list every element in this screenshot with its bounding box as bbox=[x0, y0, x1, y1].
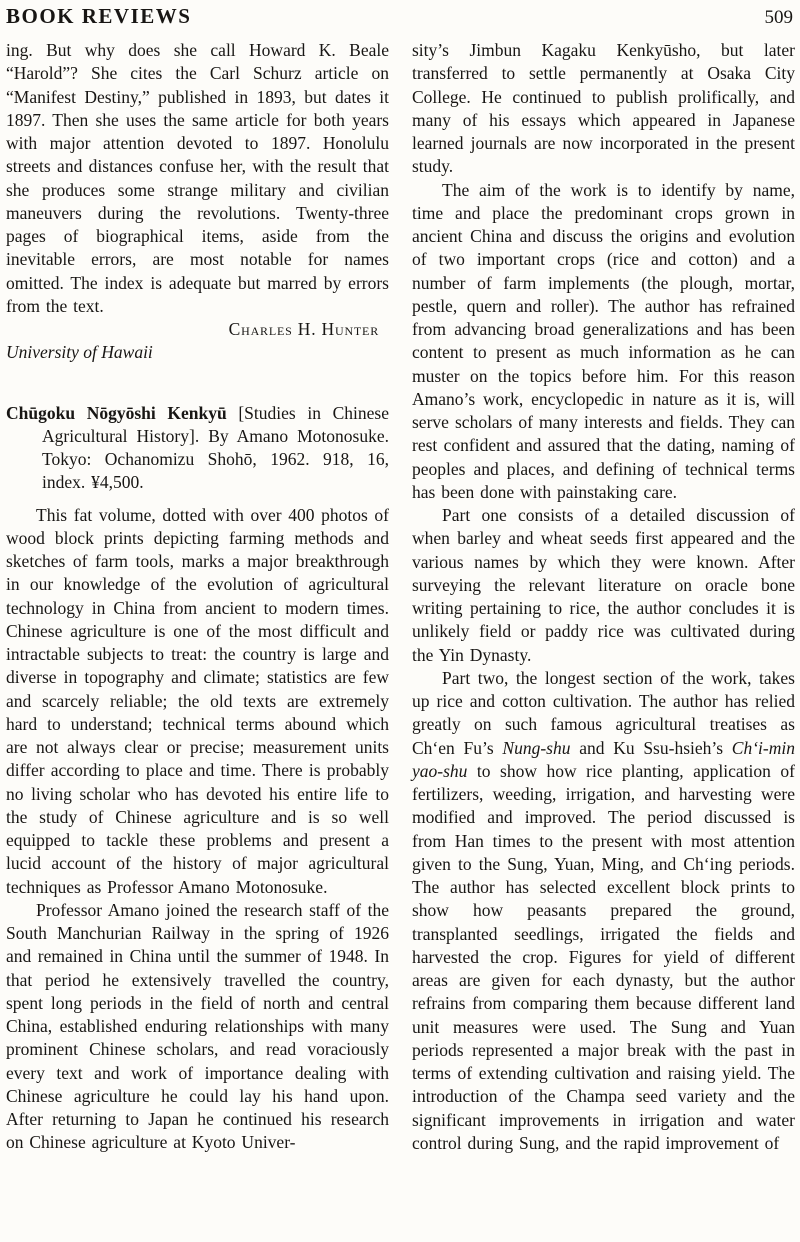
review2-paragraph-1: This fat volume, dotted with over 400 photos of wood block prints depicting farming methods and sketches of farm tools, marks a major breakthrough in our knowledge of the evolution of agricultural technology in China from ancient to modern times. Chinese agriculture is one of the most difficult and intractable subjects to treat: the country is large and diverse in topography and climate; statistics are few and scarcely reliable; the old texts are extremely hard to understand; technical terms abound which are not always clear or precise; measurement units differ according to place and time. There is probably no living scholar who has devoted his entire life to the study of Chinese agriculture and is so well equipped to tackle these problems and present a lucid account of the history of major agricultural techniques as Professor Amano Motonosuke. bbox=[6, 504, 389, 897]
review2-paragraph-2-continuation: sity’s Jimbun Kagaku Kenkyūsho, but later transferred to settle permanently at Osaka City College. He continued to publish prolifically, and many of his essays which appeared in Japanese learned journals are now incorporated in the present study. bbox=[412, 40, 795, 177]
reviewer-signature bbox=[6, 318, 389, 341]
page-number: 509 bbox=[764, 7, 793, 28]
book-title-nung-shu: Nung-shu bbox=[502, 737, 571, 758]
two-column-text-block bbox=[6, 39, 795, 1155]
book-title-chi-min-yao-shu: Ch‘i-min yao-shu bbox=[412, 737, 795, 781]
review2-paragraph-4: Part one consists of a detailed discussion of when barley and wheat seeds first appeared and the various names by which they were known. After surveying the relevant literature on oracle bone writing pertaining to rice, the author concludes it is unlikely field or paddy rice was cultivated during the Yin Dynasty. bbox=[412, 505, 795, 665]
left-column bbox=[6, 39, 389, 1155]
review2-paragraph-2: Professor Amano joined the research staff of the South Manchurian Railway in the spring of 1926 and remained in China until the summer of 1948. In that period he extensively travelled the country, spent long periods in the field of north and central China, established enduring relationships with many prominent Chinese scholars, and read voraciously every text and work of importance dealing with Chinese agriculture he could lay his hand upon. After returning to Japan he continued his research on Chinese agriculture at Kyoto Univer- bbox=[6, 899, 389, 1153]
reviewer-affiliation: University of Hawaii bbox=[6, 342, 153, 363]
review2-paragraph-5 bbox=[412, 667, 795, 1155]
paragraph-text-run: to show how rice planting, application of fertilizers, weeding, irrigation, and harvesting were modified and improved. The period discussed is from Han times to the present with most attention given to the Sung, Yuan, Ming, and Ch‘ing periods. The author has selected excellent block prints to show how peasants prepared the ground, transplanted seedlings, irrigated the fields and harvested the crop. Figures for yield of different areas are given for each dynasty, but the author refrains from comparing them because different land unit measures were used. The Sung and Yuan periods represented a major break with the past in terms of extending cultivation and raising yield. The introduction of the Champa seed variety and the significant improvements in irrigation and water control during Sung, and the rapid improvement of bbox=[412, 760, 795, 1153]
right-column bbox=[412, 39, 795, 1155]
review2-paragraph-3: The aim of the work is to identify by name, time and place the predominant crops grown in ancient China and discuss the origins and evolution of two important crops (rice and cotton) and a number of farm implements (the plough, mortar, pestle, quern and roller). The author has refrained from advancing broad generalizations and has been content to present as much information as he can muster on the topics before him. For this reason Amano’s work, encyclopedic in nature as it is, will serve scholars of many interests and fields. They can rest confident and assured that the dating, naming of peoples and places, and defining of technical terms has been done with painstaking care. bbox=[412, 179, 795, 502]
reviewer-name: Charles H. Hunter bbox=[228, 319, 379, 339]
section-title: BOOK REVIEWS bbox=[6, 4, 192, 28]
paragraph-text-run: Part two, the longest section of the work, takes up rice and cotton cultivation. The author has relied greatly on such famous agricultural treatises as Ch‘en Fu’s bbox=[412, 667, 795, 758]
paragraph-text-run: and Ku Ssu-hsieh’s bbox=[570, 737, 732, 758]
book-citation bbox=[6, 402, 389, 495]
running-head bbox=[6, 4, 795, 30]
review1-closing-paragraph: ing. But why does she call Howard K. Beale “Harold”? She cites the Carl Schurz article on “Manifest Destiny,” published in 1893, but dates it 1897. Then she uses the same article for both years with major attention devoted to 1897. Honolulu streets and distances confuse her, with the result that she produces some strange military and civilian maneuvers during the revolutions. Twenty-three pages of biographical items, aside from the inevitable errors, are most notable for names omitted. The index is adequate but marred by errors from the text. bbox=[6, 40, 389, 316]
book-citation-title: Chūgoku Nōgyōshi Kenkyū bbox=[6, 402, 227, 423]
book-citation-details: [Studies in Chinese Agricultural History]. By Amano Motonosuke. Tokyo: Ochanomizu Shohō, 1962. 918, 16, index. ¥4,500. bbox=[42, 402, 389, 493]
